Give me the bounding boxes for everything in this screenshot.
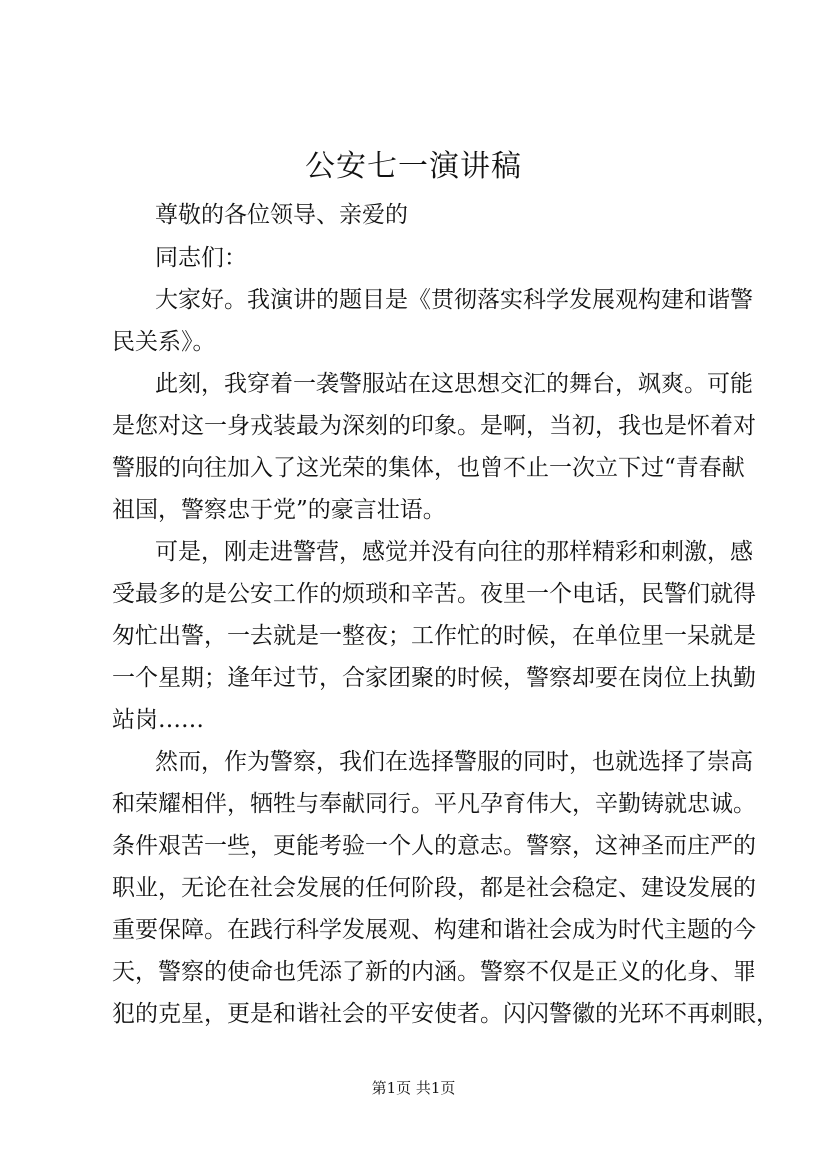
paragraph-line: 可是，刚走进警营，感觉并没有向往的那样精彩和刺激，感: [155, 539, 753, 565]
paragraph-line: 条件艰苦一些，更能考验一个人的意志。警察，这神圣而庄严的: [112, 833, 756, 859]
paragraph-line: 祖国，警察忠于党”的豪言壮语。: [112, 497, 446, 523]
paragraph-line: 一个星期；逢年过节，合家团聚的时候，警察却要在岗位上执勤: [112, 665, 756, 691]
paragraph-line: 犯的克星，更是和谐社会的平安使者。闪闪警徽的光环不再刺眼，: [112, 1001, 779, 1027]
greeting-line-1: 尊敬的各位领导、亲爱的: [155, 202, 408, 228]
paragraph-line: 天，警察的使命也凭添了新的内涵。警察不仅是正义的化身、罪: [112, 959, 756, 985]
paragraph-line: 和荣耀相伴，牺牲与奉献同行。平凡孕育伟大，辛勤铸就忠诚。: [112, 791, 756, 817]
paragraph-line: 匆忙出警，一去就是一整夜；工作忙的时候，在单位里一呆就是: [112, 623, 756, 649]
paragraph-line: 警服的向往加入了这光荣的集体，也曾不止一次立下过“青春献: [112, 455, 745, 481]
paragraph-line: 然而，作为警察，我们在选择警服的同时，也就选择了崇高: [155, 749, 753, 775]
document-title: 公安七一演讲稿: [305, 149, 522, 184]
paragraph-line: 受最多的是公安工作的烦琐和辛苦。夜里一个电话，民警们就得: [112, 581, 756, 607]
paragraph-line: 民关系》。: [112, 329, 216, 355]
paragraph-line: 站岗……: [112, 707, 204, 733]
paragraph-line: 大家好。我演讲的题目是《贯彻落实科学发展观构建和谐警: [155, 287, 753, 313]
page-footer: 第1页 共1页: [371, 1079, 456, 1097]
greeting-line-2: 同志们：: [155, 245, 247, 271]
paragraph-line: 重要保障。在践行科学发展观、构建和谐社会成为时代主题的今: [112, 917, 756, 943]
paragraph-line: 是您对这一身戎装最为深刻的印象。是啊，当初，我也是怀着对: [112, 413, 756, 439]
paragraph-line: 此刻，我穿着一袭警服站在这思想交汇的舞台，飒爽。可能: [155, 371, 753, 397]
paragraph-line: 职业，无论在社会发展的任何阶段，都是社会稳定、建设发展的: [112, 875, 756, 901]
